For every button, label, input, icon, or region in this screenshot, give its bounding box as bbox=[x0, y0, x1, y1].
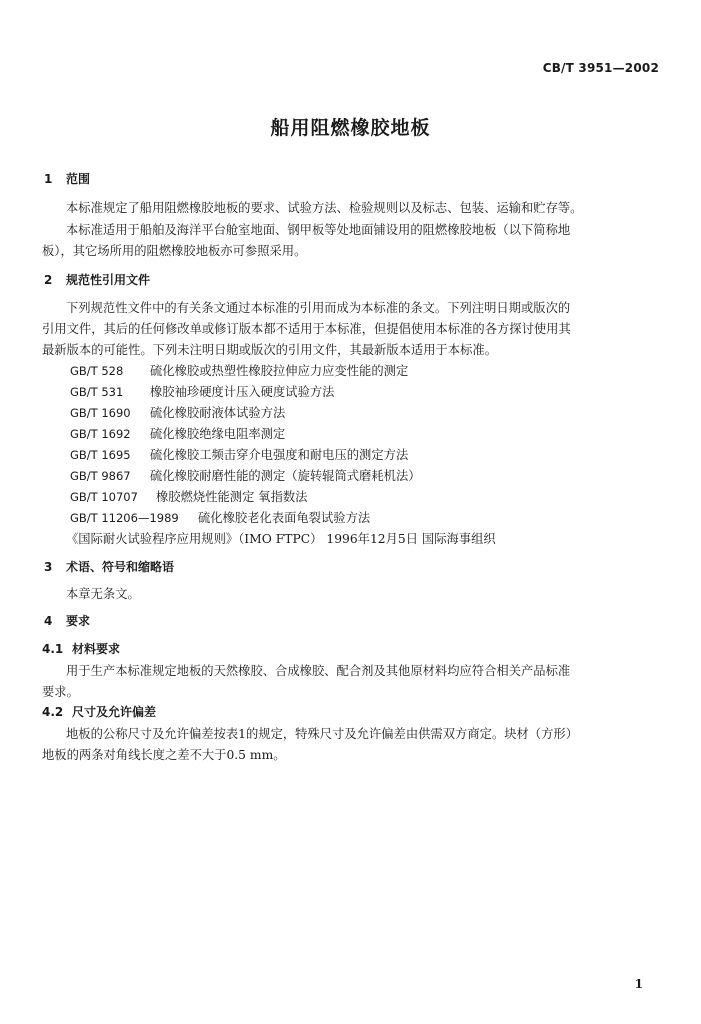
reference-code: GB/T 9867 bbox=[70, 469, 131, 483]
reference-code: GB/T 11206—1989 bbox=[70, 511, 179, 525]
section-2-heading bbox=[44, 272, 150, 288]
reference-code: GB/T 1692 bbox=[70, 427, 131, 441]
reference-title: 橡胶燃烧性能测定 氧指数法 bbox=[156, 490, 308, 504]
section-number: 4 bbox=[44, 614, 53, 628]
section-number: 4.2 bbox=[42, 705, 64, 719]
section-title: 材料要求 bbox=[72, 642, 121, 656]
section-number: 1 bbox=[44, 172, 53, 186]
reference-code: GB/T 10707 bbox=[70, 490, 138, 504]
reference-title: 硫化橡胶老化表面龟裂试验方法 bbox=[198, 511, 371, 525]
section-3-paragraph: 本章无条文。 bbox=[66, 587, 140, 601]
reference-item bbox=[70, 426, 285, 442]
section-2-paragraph-line-2: 引用文件，其后的任何修改单或修订版本都不适用于本标准，但提倡使用本标准的各方探讨使用其 bbox=[42, 322, 571, 336]
section-title: 要求 bbox=[66, 614, 91, 628]
section-3-heading bbox=[44, 559, 174, 575]
reference-item bbox=[70, 510, 370, 526]
section-number: 3 bbox=[44, 560, 53, 574]
reference-title: 橡胶袖珍硬度计压入硬度试验方法 bbox=[150, 385, 335, 399]
reference-item bbox=[70, 405, 285, 421]
section-4-2-heading bbox=[42, 704, 156, 720]
section-2-paragraph-line-1: 下列规范性文件中的有关条文通过本标准的引用而成为本标准的条文。下列注明日期或版次的 bbox=[66, 301, 571, 315]
reference-code: GB/T 531 bbox=[70, 385, 124, 399]
section-number: 4.1 bbox=[42, 642, 64, 656]
section-1-paragraph-1: 本标准规定了船用阻燃橡胶地板的要求、试验方法、检验规则以及标志、包装、运输和贮存等。 bbox=[66, 201, 583, 215]
section-1-heading bbox=[44, 171, 90, 187]
section-4-heading bbox=[44, 613, 90, 629]
section-2-paragraph-line-3: 最新版本的可能性。下列未注明日期或版次的引用文件，其最新版本适用于本标准。 bbox=[42, 343, 497, 357]
reference-code: GB/T 528 bbox=[70, 364, 124, 378]
section-number: 2 bbox=[44, 273, 53, 287]
reference-item bbox=[70, 468, 421, 484]
reference-item bbox=[70, 384, 334, 400]
section-title: 术语、符号和缩略语 bbox=[66, 560, 175, 574]
section-1-paragraph-2-line-2: 板），其它场所用的阻燃橡胶地板亦可参照采用。 bbox=[42, 244, 307, 258]
page-number: 1 bbox=[634, 977, 643, 991]
reference-title: 硫化橡胶耐磨性能的测定（旋转辊筒式磨耗机法） bbox=[150, 469, 421, 483]
section-title: 范围 bbox=[66, 172, 91, 186]
section-4-1-paragraph-line-1: 用于生产本标准规定地板的天然橡胶、合成橡胶、配合剂及其他原材料均应符合相关产品标准 bbox=[66, 664, 571, 678]
section-4-1-paragraph-line-2: 要求。 bbox=[42, 685, 79, 699]
section-title: 尺寸及允许偏差 bbox=[72, 705, 157, 719]
reference-code: GB/T 1690 bbox=[70, 406, 131, 420]
reference-item bbox=[70, 489, 307, 505]
document-title: 船用阻燃橡胶地板 bbox=[270, 117, 431, 139]
reference-title: 硫化橡胶耐液体试验方法 bbox=[150, 406, 286, 420]
section-4-2-paragraph-line-2: 地板的两条对角线长度之差不大于0.5 mm。 bbox=[42, 748, 286, 762]
section-4-1-heading bbox=[42, 641, 120, 657]
standard-code: CB/T 3951—2002 bbox=[542, 61, 659, 75]
reference-title: 硫化橡胶工频击穿介电强度和耐电压的测定方法 bbox=[150, 448, 409, 462]
reference-item bbox=[70, 363, 408, 379]
section-4-2-paragraph-line-1: 地板的公称尺寸及允许偏差按表1的规定，特殊尺寸及允许偏差由供需双方商定。块材（方形） bbox=[66, 727, 578, 741]
reference-item bbox=[70, 447, 408, 463]
section-title: 规范性引用文件 bbox=[66, 273, 151, 287]
reference-item-imo: 《国际耐火试验程序应用规则》（IMO FTPC） 1996年12月5日 国际海事组织 bbox=[66, 532, 496, 546]
reference-title: 硫化橡胶绝缘电阻率测定 bbox=[150, 427, 286, 441]
reference-code: GB/T 1695 bbox=[70, 448, 131, 462]
reference-title: 硫化橡胶或热塑性橡胶拉伸应力应变性能的测定 bbox=[150, 364, 409, 378]
section-1-paragraph-2-line-1: 本标准适用于船舶及海洋平台舱室地面、钢甲板等处地面铺设用的阻燃橡胶地板（以下简称地 bbox=[66, 223, 571, 237]
